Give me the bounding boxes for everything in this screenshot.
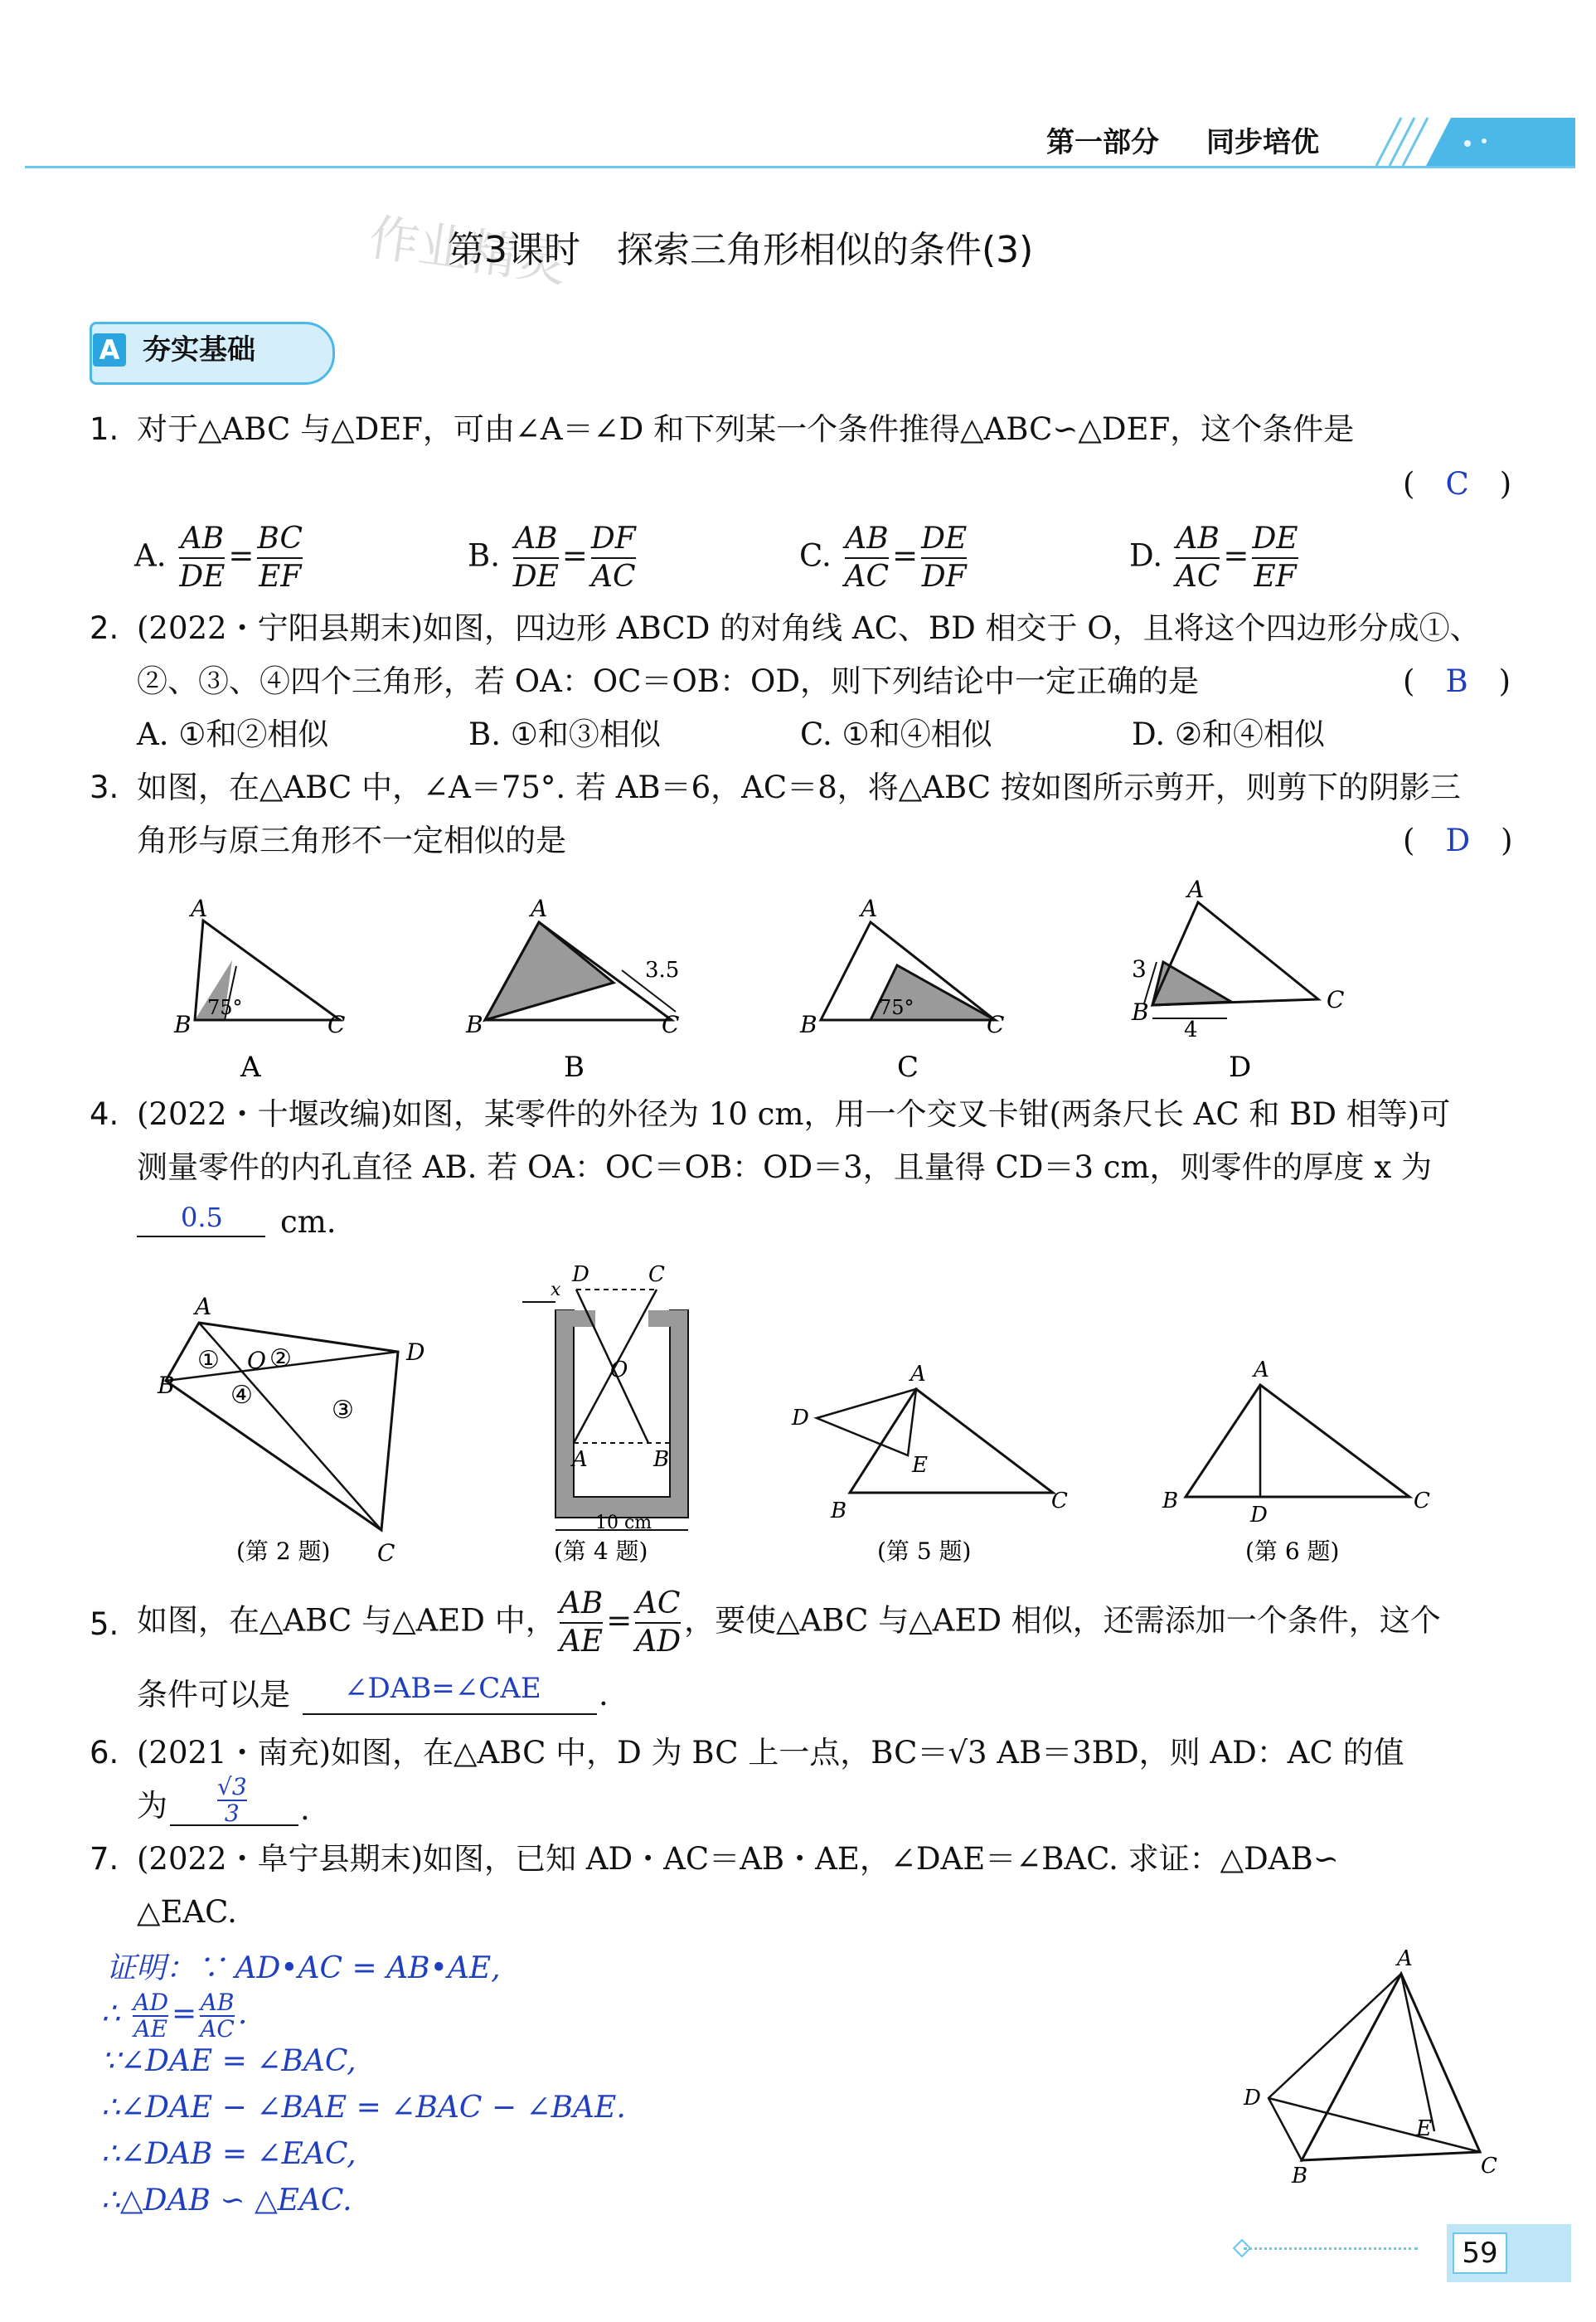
q3-fig-label-b: B bbox=[564, 1051, 585, 1084]
q5-post: ，要使△ABC 与△AED 相似，还需添加一个条件，这个 bbox=[684, 1602, 1441, 1639]
q1-options bbox=[134, 512, 1378, 595]
fig2-region-1: ① bbox=[197, 1346, 220, 1375]
q7-line2: △EAC. bbox=[137, 1894, 237, 1930]
proof-line-1: 证明：∵ AD•AC = AB•AE, bbox=[106, 1951, 501, 1985]
fig5-pt-d: D bbox=[792, 1406, 809, 1431]
q1-option-c-label: C. bbox=[799, 537, 832, 574]
fig6-pt-c: C bbox=[1414, 1489, 1430, 1513]
q3-d-pt-a: A bbox=[1187, 879, 1205, 903]
fig4-pt-d: D bbox=[572, 1262, 589, 1287]
q5-frac1: $\frac{AB}{AE}$ bbox=[559, 1586, 604, 1659]
proof-line-5: ∴∠DAB = ∠EAC, bbox=[101, 2137, 357, 2171]
fig4-pt-a: A bbox=[572, 1447, 588, 1472]
fig2-pt-a: A bbox=[195, 1293, 212, 1320]
header-section: 同步培优 bbox=[1206, 126, 1319, 159]
fig7-pt-c: C bbox=[1481, 2154, 1497, 2179]
fig5-pt-b: B bbox=[831, 1499, 847, 1523]
q3-d-pt-b: B bbox=[1132, 998, 1149, 1026]
lesson-title: 第3课时 探索三角形相似的条件(3) bbox=[448, 229, 1034, 271]
q1-option-a: A. $\frac{AB}{DE}$ = $\frac{BC}{EF}$ bbox=[134, 522, 303, 594]
q2-option-b: B. ①和③相似 bbox=[468, 717, 661, 752]
q1-number: 1. bbox=[90, 411, 119, 447]
fig-q6 bbox=[1162, 1358, 1430, 1565]
q6-line1: (2021・南充)如图，在△ABC 中，D 为 BC 上一点，BC＝√3 AB＝3BD，则 AD：AC 的值 bbox=[137, 1735, 1404, 1771]
header-banner bbox=[1360, 116, 1575, 168]
q7-number: 7. bbox=[90, 1841, 119, 1877]
q3-c-pt-c: C bbox=[987, 1011, 1005, 1038]
proof-line-4: ∴∠DAE − ∠BAE = ∠BAC − ∠BAE. bbox=[101, 2091, 626, 2125]
q1-option-b-frac2: $\frac{DF}{AC}$ bbox=[590, 522, 636, 594]
q5-frac2: $\frac{AC}{AD}$ bbox=[635, 1586, 682, 1659]
q1-option-a-label: A. bbox=[134, 537, 167, 574]
q1-option-c-frac1: $\frac{AB}{AC}$ bbox=[844, 522, 890, 594]
q1-text: 对于△ABC 与△DEF，可由∠A＝∠D 和下列某一个条件推得△ABC∽△DEF，这个条件是 bbox=[137, 411, 1355, 447]
proof-line-2: ∴ $\frac{AD}{AE}$ = $\frac{AB}{AC}$ . bbox=[101, 1989, 248, 2043]
q3-d-pt-c: C bbox=[1327, 986, 1345, 1013]
q2-option-c: C. ①和④相似 bbox=[800, 717, 992, 752]
q2-number: 2. bbox=[90, 610, 119, 646]
q6-answer-num: √3 bbox=[217, 1773, 247, 1800]
q3-c-pt-a: A bbox=[861, 895, 878, 922]
fig6-caption: (第 6 题) bbox=[1245, 1537, 1340, 1565]
fig7-pt-b: B bbox=[1292, 2164, 1308, 2188]
q3-answer: D bbox=[1445, 823, 1471, 858]
q1-option-b-label: B. bbox=[468, 537, 500, 574]
fig7-pt-e: E bbox=[1416, 2116, 1432, 2141]
q5-line2: 条件可以是 bbox=[137, 1677, 290, 1712]
q3-line2: 角形与原三角形不一定相似的是 bbox=[137, 823, 566, 858]
q5-end: . bbox=[599, 1677, 609, 1712]
fig4-pt-b: B bbox=[653, 1447, 670, 1472]
q3-answer-box: ( D ) bbox=[1403, 823, 1513, 858]
proof-frac1: $\frac{AD}{AE}$ bbox=[133, 1989, 169, 2043]
q2-option-d: D. ②和④相似 bbox=[1132, 717, 1326, 752]
page-number: 59 bbox=[1453, 2232, 1507, 2274]
fig-q5 bbox=[791, 1362, 1068, 1565]
q1-answer-box: ( C ) bbox=[1403, 466, 1512, 502]
q1-option-c: C. $\frac{AB}{AC}$ = $\frac{DE}{DF}$ bbox=[799, 522, 968, 594]
q1-option-b-frac1: $\frac{AB}{DE}$ bbox=[512, 522, 559, 594]
q3-a-pt-c: C bbox=[327, 1011, 346, 1038]
fig5-pt-c: C bbox=[1051, 1489, 1068, 1513]
q3-a-angle: 75° bbox=[207, 996, 243, 1019]
q1-option-d-label: D. bbox=[1129, 537, 1163, 574]
q4-line1: (2022・十堰改编)如图，某零件的外径为 10 cm，用一个交叉卡钳(两条尺长 AC 和 BD 相等)可 bbox=[137, 1096, 1451, 1132]
q1-option-d-frac2: $\frac{DE}{EF}$ bbox=[1252, 522, 1298, 594]
q6-number: 6. bbox=[90, 1735, 119, 1771]
fig2-caption: (第 2 题) bbox=[236, 1537, 331, 1565]
q3-number: 3. bbox=[90, 770, 119, 805]
fig2-region-3: ③ bbox=[332, 1396, 354, 1425]
header-part: 第一部分 bbox=[1046, 126, 1159, 159]
q3-b-len: 3.5 bbox=[645, 958, 680, 983]
footer-diamond-icon bbox=[1233, 2239, 1252, 2258]
proof-line-2-post: . bbox=[237, 1997, 248, 2031]
watermark: 作业精灵 bbox=[365, 208, 571, 294]
q2-line1: (2022・宁阳县期末)如图，四边形 ABCD 的对角线 AC、BD 相交于 O，且将这个四边形分成①、 bbox=[137, 610, 1481, 646]
q1-option-d-frac1: $\frac{AB}{AC}$ bbox=[1175, 522, 1220, 594]
q2-answer-box: ( B ) bbox=[1403, 663, 1511, 699]
fig-q7 bbox=[1227, 1941, 1509, 2189]
q3-fig-label-a: A bbox=[240, 1051, 261, 1084]
fig4-pt-c: C bbox=[648, 1262, 665, 1287]
fig4-pt-x: x bbox=[551, 1280, 561, 1300]
section-a-badge: A bbox=[93, 333, 126, 367]
q3-line1: 如图，在△ABC 中，∠A＝75°. 若 AB＝6，AC＝8，将△ABC 按如图所示剪开，则剪下的阴影三 bbox=[137, 770, 1461, 805]
q3-fig-d bbox=[1131, 879, 1344, 1084]
fig-q2 bbox=[157, 1293, 424, 1567]
q2-line2: ②、③、④四个三角形，若 OA：OC＝OB：OD，则下列结论中一定正确的是 bbox=[137, 663, 1199, 699]
fig2-region-2: ② bbox=[269, 1344, 292, 1373]
q2-answer: B bbox=[1445, 663, 1468, 699]
q3-b-pt-a: A bbox=[531, 895, 548, 922]
fig2-pt-o: O bbox=[247, 1347, 266, 1374]
section-a-title: 夯实基础 bbox=[143, 333, 255, 367]
fig7-pt-a: A bbox=[1397, 1946, 1413, 1971]
q3-b-pt-b: B bbox=[466, 1011, 483, 1038]
q1-answer: C bbox=[1445, 466, 1469, 502]
q1-option-b: B. $\frac{AB}{DE}$ = $\frac{DF}{AC}$ bbox=[468, 522, 636, 594]
q4-line2: 测量零件的内孔直径 AB. 若 OA：OC＝OB：OD＝3，且量得 CD＝3 cm，则零件的厚度 x 为 bbox=[137, 1149, 1432, 1185]
fig6-pt-b: B bbox=[1162, 1489, 1179, 1513]
q5-pre: 如图，在△ABC 与△AED 中， bbox=[137, 1602, 556, 1639]
footer-dots bbox=[1244, 2247, 1418, 2250]
q3-fig-c bbox=[799, 895, 1004, 1084]
fig7-pt-d: D bbox=[1244, 2086, 1261, 2111]
q5-answer: ∠DAB=∠CAE bbox=[344, 1672, 541, 1705]
fig2-region-4: ④ bbox=[230, 1381, 253, 1410]
q7-line1: (2022・阜宁县期末)如图，已知 AD・AC＝AB・AE，∠DAE＝∠BAC. 求证：△DAB∽ bbox=[137, 1841, 1339, 1877]
q4-number: 4. bbox=[90, 1096, 119, 1132]
q5-blank bbox=[303, 1713, 597, 1715]
header-rule bbox=[25, 166, 1575, 168]
q1-option-c-frac2: $\frac{DE}{DF}$ bbox=[921, 522, 968, 594]
q1-option-a-frac1: $\frac{AB}{DE}$ bbox=[179, 522, 226, 594]
q3-fig-b bbox=[465, 895, 679, 1084]
q2-option-a: A. ①和②相似 bbox=[137, 717, 329, 752]
q3-a-pt-a: A bbox=[191, 895, 208, 922]
q3-c-pt-b: B bbox=[800, 1011, 817, 1038]
q6-end: . bbox=[300, 1791, 310, 1827]
q5-line1: 如图，在△ABC 与△AED 中， $\frac{AB}{AE}$ = $\frac{AC}{AD}$ ，要使△ABC 与△AED 相似，还需添加一个条件，这个 bbox=[137, 1586, 1441, 1659]
proof-frac2: $\frac{AB}{AC}$ bbox=[200, 1989, 235, 2043]
q3-a-pt-b: B bbox=[174, 1011, 192, 1038]
fig4-caption: (第 4 题) bbox=[554, 1537, 648, 1565]
fig4-outer: 10 cm bbox=[595, 1513, 652, 1533]
q4-unit: cm. bbox=[280, 1204, 337, 1240]
fig5-pt-a: A bbox=[910, 1362, 926, 1387]
q3-fig-label-c: C bbox=[897, 1051, 919, 1084]
fig6-pt-a: A bbox=[1254, 1358, 1269, 1382]
q3-c-angle: 75° bbox=[879, 996, 914, 1019]
q3-d-len2: 4 bbox=[1184, 1018, 1198, 1042]
proof-line-6: ∴△DAB ∽ △EAC. bbox=[101, 2184, 352, 2218]
fig2-pt-c: C bbox=[377, 1539, 395, 1567]
q4-answer: 0.5 bbox=[181, 1202, 223, 1233]
q6-answer bbox=[217, 1775, 247, 1826]
fig5-caption: (第 5 题) bbox=[877, 1537, 972, 1565]
q3-b-pt-c: C bbox=[662, 1011, 680, 1038]
q5-number: 5. bbox=[90, 1606, 119, 1642]
fig5-pt-e: E bbox=[912, 1453, 928, 1478]
fig-q4 bbox=[522, 1262, 688, 1565]
fig2-pt-d: D bbox=[406, 1338, 425, 1366]
q1-option-a-frac2: $\frac{BC}{EF}$ bbox=[257, 522, 303, 594]
fig2-pt-b: B bbox=[158, 1372, 175, 1399]
proof-line-2-pre: ∴ bbox=[101, 1997, 120, 2031]
q3-fig-a bbox=[173, 895, 345, 1084]
q6-line2: 为 bbox=[137, 1788, 167, 1824]
q6-answer-den: 3 bbox=[224, 1800, 240, 1827]
q3-fig-label-d: D bbox=[1229, 1051, 1252, 1084]
q3-d-len1: 3 bbox=[1132, 955, 1147, 983]
q1-option-d: D. $\frac{AB}{AC}$ = $\frac{DE}{EF}$ bbox=[1129, 522, 1298, 594]
figure-row bbox=[141, 1244, 1467, 1592]
q3-figures bbox=[124, 879, 1385, 1086]
fig6-pt-d: D bbox=[1250, 1503, 1268, 1528]
fig4-pt-o: O bbox=[610, 1358, 628, 1382]
proof-line-3: ∵∠DAE = ∠BAC, bbox=[101, 2044, 357, 2078]
